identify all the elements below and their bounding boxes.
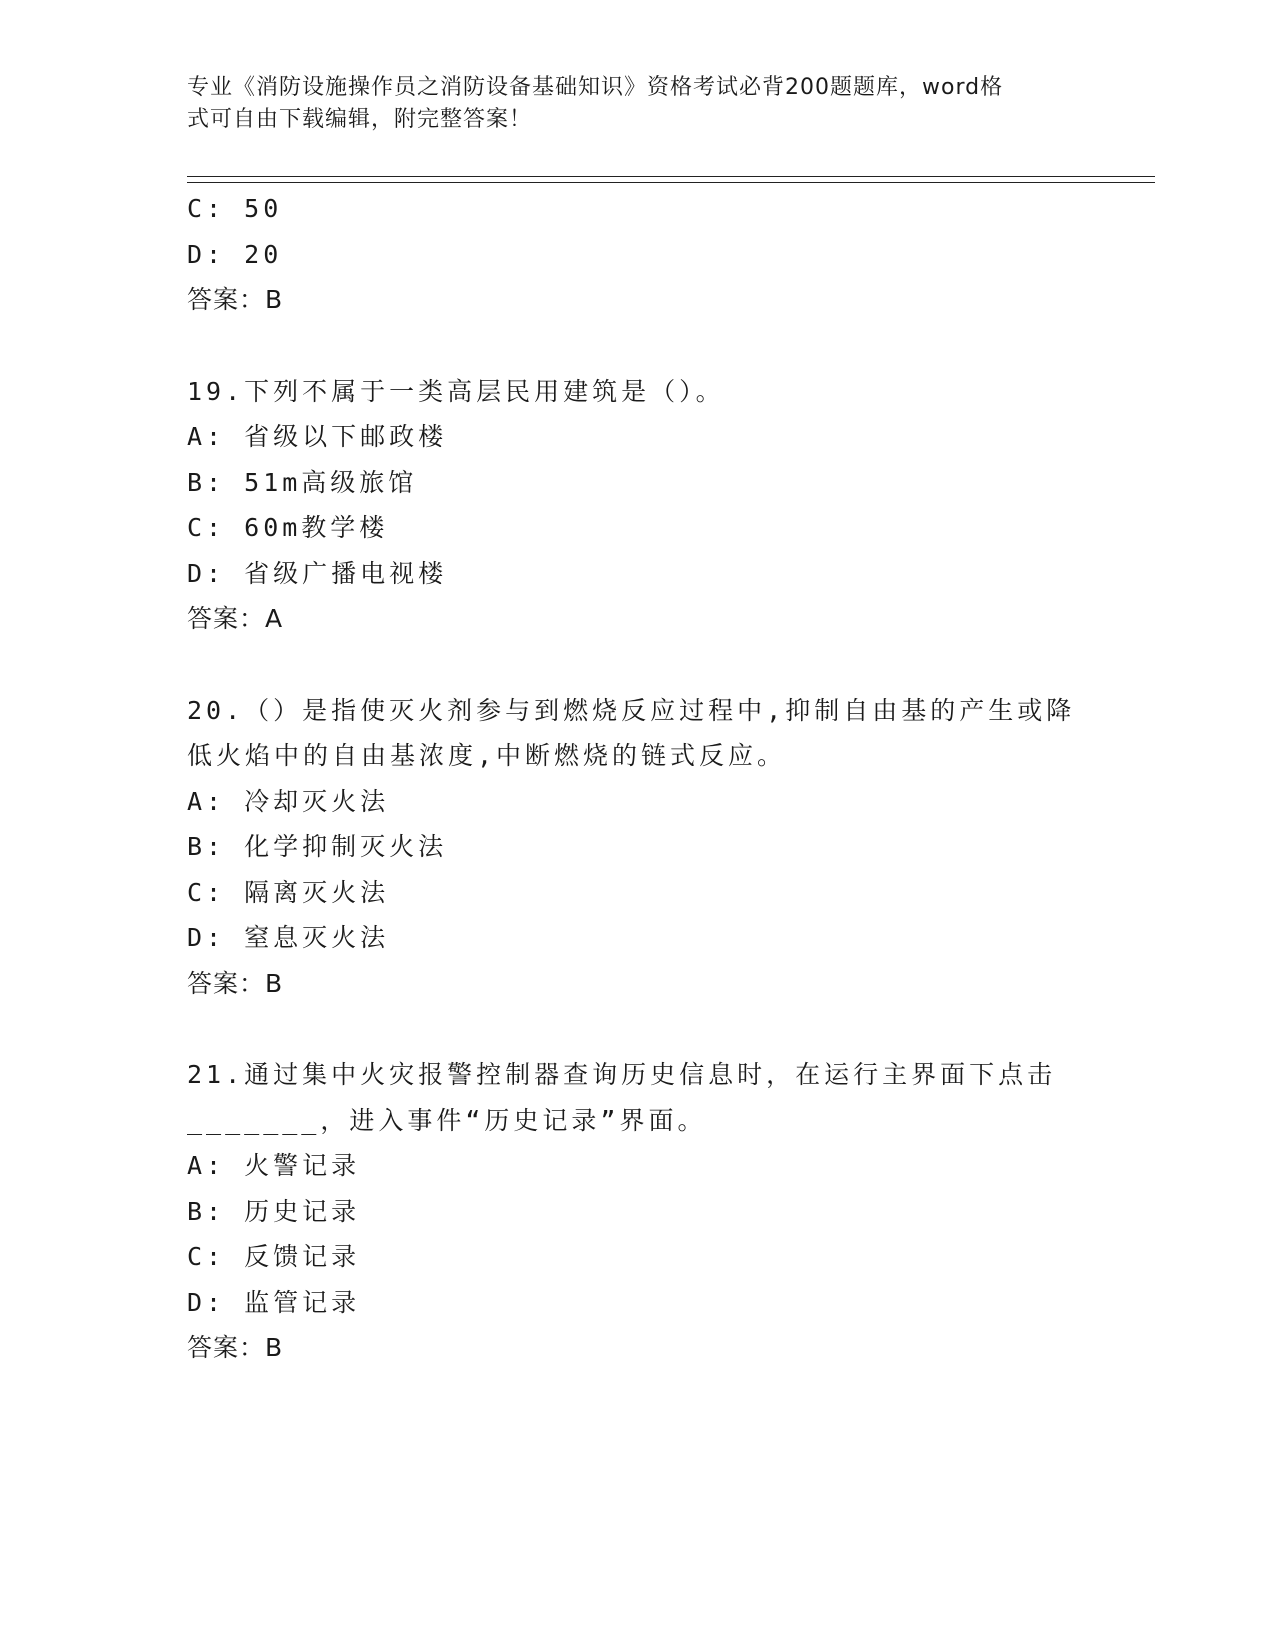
question-21 [187, 1052, 1087, 1371]
answer: 答案：B [187, 968, 284, 998]
option-a: A: 省级以下邮政楼 [187, 422, 448, 451]
option-b: B: 51m高级旅馆 [187, 467, 418, 497]
header-divider-bottom [187, 182, 1155, 183]
header-title-line-1: 专业《消防设施操作员之消防设备基础知识》资格考试必背200题题库，word格 [187, 75, 1004, 100]
answer: 答案：B [187, 285, 284, 314]
spacer [187, 642, 1087, 688]
header-title-line-2: 式可自由下载编辑，附完整答案！ [187, 107, 533, 132]
option-b: B: 化学抑制灭火法 [187, 832, 448, 861]
spacer [187, 323, 1087, 369]
option-a: A: 火警记录 [187, 1151, 361, 1180]
question-stem: 19.下列不属于一类高层民用建筑是（）。 [187, 376, 725, 406]
answer: 答案：A [187, 604, 284, 633]
option-d: D: 监管记录 [187, 1287, 361, 1317]
document-header [187, 72, 1067, 136]
question-18-tail [187, 186, 1087, 323]
question-stem-line-1: 21.通过集中火灾报警控制器查询历史信息时，在运行主界面下点击 [187, 1060, 1057, 1089]
spacer [187, 1006, 1087, 1052]
question-20 [187, 688, 1087, 1007]
question-19 [187, 369, 1087, 642]
option-a: A: 冷却灭火法 [187, 786, 390, 816]
question-stem-line-2: _______，进入事件“历史记录”界面。 [187, 1105, 707, 1135]
document-body [187, 186, 1087, 1371]
question-stem-line-2: 低火焰中的自由基浓度,中断燃烧的链式反应。 [187, 741, 787, 770]
option-c: C: 60m教学楼 [187, 513, 389, 542]
header-divider-top [187, 176, 1155, 177]
option-d: D: 省级广播电视楼 [187, 558, 448, 588]
option-d: D: 窒息灭火法 [187, 923, 390, 952]
option-d: D: 20 [187, 239, 283, 269]
option-b: B: 历史记录 [187, 1196, 361, 1226]
option-c: C: 反馈记录 [187, 1242, 361, 1271]
option-c: C: 50 [187, 194, 283, 223]
option-c: C: 隔离灭火法 [187, 877, 390, 907]
question-stem-line-1: 20.（）是指使灭火剂参与到燃烧反应过程中,抑制自由基的产生或降 [187, 695, 1076, 725]
answer: 答案：B [187, 1333, 284, 1362]
